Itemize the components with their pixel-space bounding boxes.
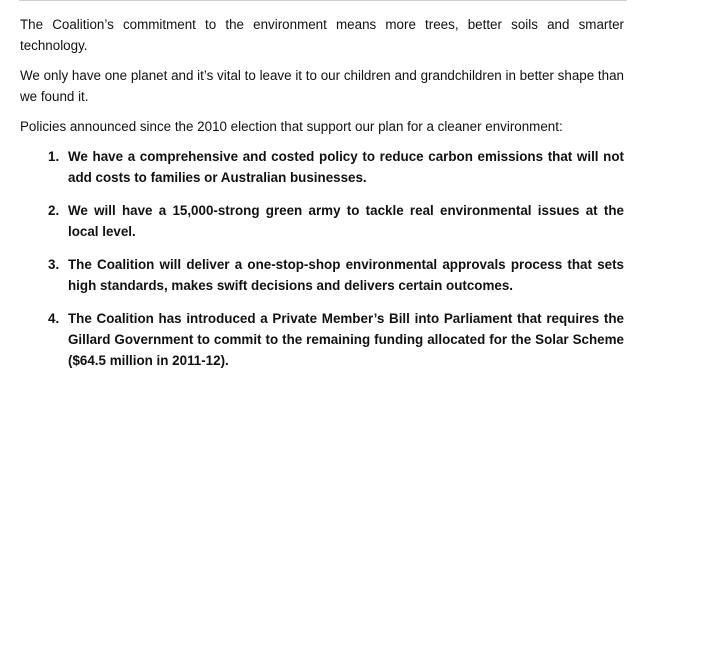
policy-list-item [20,308,624,371]
policy-number: 4. [48,311,60,326]
policy-list-item [20,146,624,188]
policy-number: 1. [48,149,60,164]
policy-text: We will have a 15,000-strong green army to tackle real environmental issues at the local level. [68,203,624,239]
planet-paragraph: We only have one planet and it’s vital to leave it to our children and grandchildren in better shape than we found it. [20,68,624,104]
policy-list-item [20,200,624,242]
policy-number: 2. [48,203,60,218]
policy-number: 3. [48,257,60,272]
intro-paragraph: The Coalition’s commitment to the environment means more trees, better soils and smarter technology. [20,17,624,53]
policies-intro-paragraph: Policies announced since the 2010 election that support our plan for a cleaner environment: [20,119,563,134]
policy-text: We have a comprehensive and costed policy to reduce carbon emissions that will not add costs to families or Australian businesses. [68,149,624,185]
document-body [20,14,624,383]
policy-text: The Coalition will deliver a one-stop-shop environmental approvals process that sets high standards, makes swift decisions and delivers certain outcomes. [68,257,624,293]
policy-list [20,146,624,371]
top-divider [19,0,627,1]
policy-text: The Coalition has introduced a Private Member’s Bill into Parliament that requires the Gillard Government to commit to the remaining funding allocated for the Solar Scheme ($64.5 million in 2011-12). [68,311,624,368]
policy-list-item [20,254,624,296]
